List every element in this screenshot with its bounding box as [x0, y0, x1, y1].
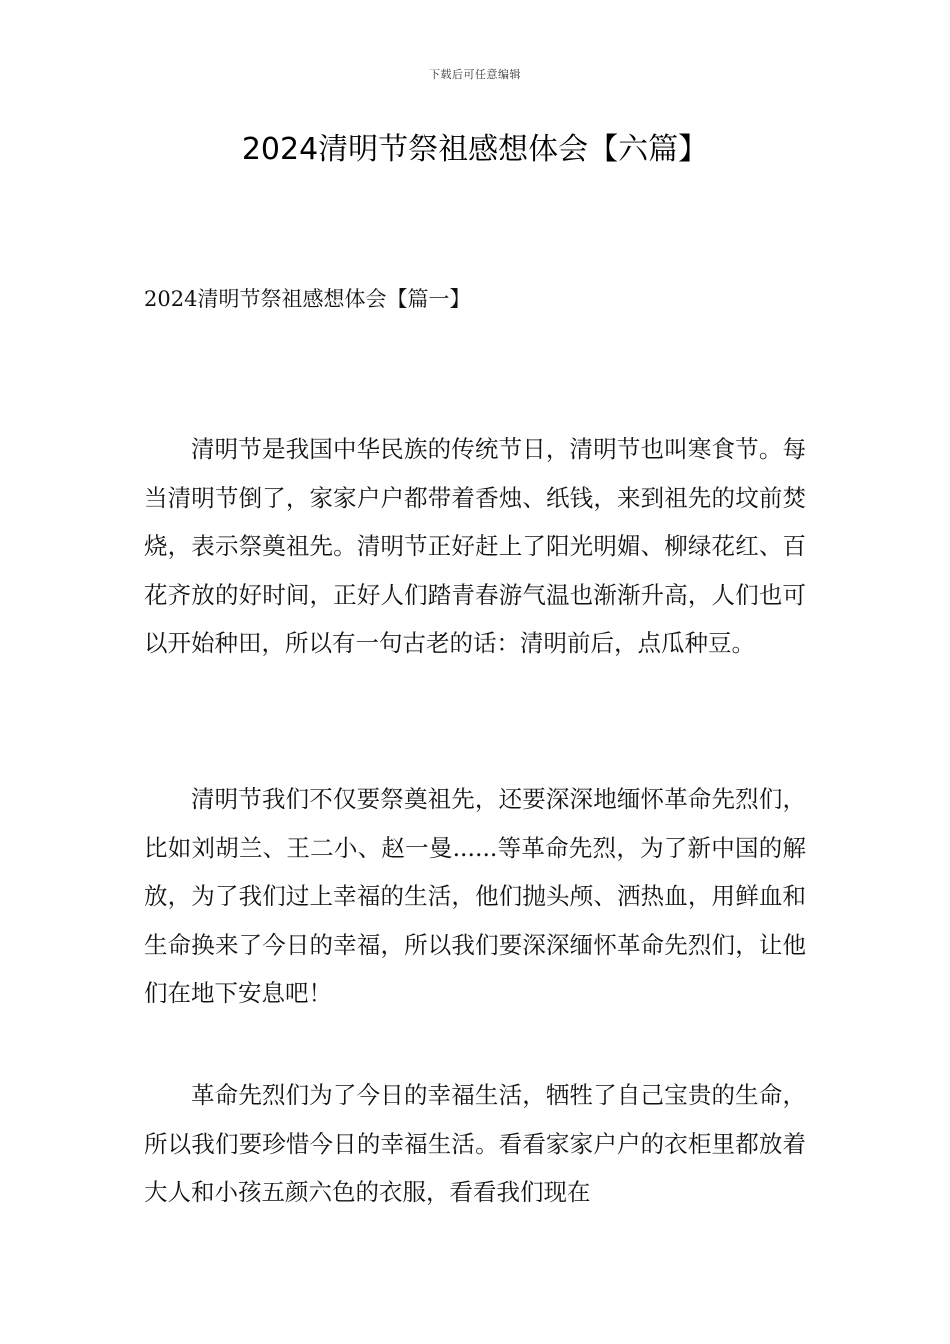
- paragraph-3: 革命先烈们为了今日的幸福生活，牺牲了自己宝贵的生命，所以我们要珍惜今日的幸福生活。看看家家户户的衣柜里都放着大人和小孩五颜六色的衣服，看看我们现在: [144, 1081, 806, 1206]
- header-note: 下载后可任意编辑: [429, 68, 521, 81]
- paragraph-2: 清明节我们不仅要祭奠祖先，还要深深地缅怀革命先烈们，比如刘胡兰、王二小、赵一曼......等革命先烈，为了新中国的解放，为了我们过上幸福的生活，他们抛头颅、洒热血，用鲜血和生命换来了今日的幸福，所以我们要深深缅怀革命先烈们，让他们在地下安息吧！: [144, 785, 806, 1007]
- document-title: 2024清明节祭祖感想体会【六篇】: [241, 132, 709, 167]
- paragraph-1: 清明节是我国中华民族的传统节日，清明节也叫寒食节。每当清明节倒了，家家户户都带着香烛、纸钱，来到祖先的坟前焚烧，表示祭奠祖先。清明节正好赶上了阳光明媚、柳绿花红、百花齐放的好时间，正好人们踏青春游气温也渐渐升高，人们也可以开始种田，所以有一句古老的话：清明前后，点瓜种豆。: [144, 435, 806, 657]
- section-heading: 2024清明节祭祖感想体会【篇一】: [144, 287, 471, 311]
